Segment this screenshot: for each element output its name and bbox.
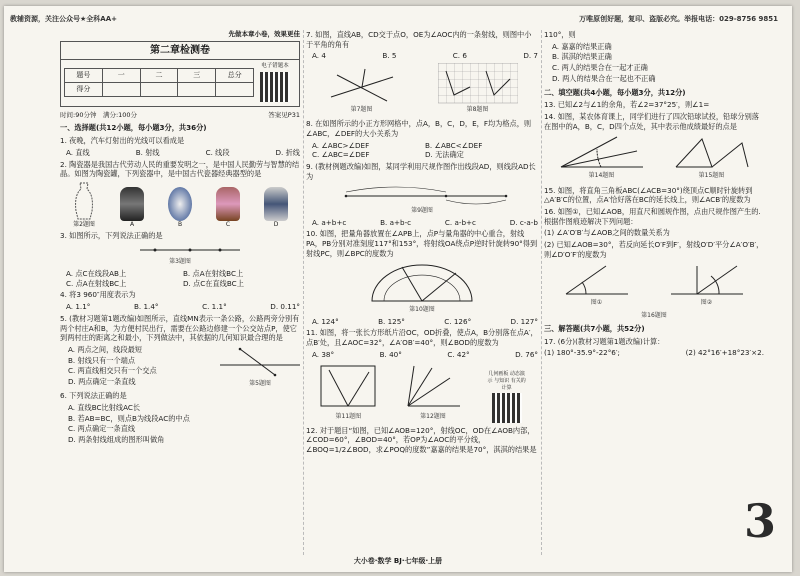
option[interactable]: A. 点C在线段AB上	[66, 268, 127, 278]
score-cell: 二	[140, 69, 178, 83]
qr-caption: 几何画板 动态演示 与知识 有关的计算	[487, 371, 526, 391]
figure-caption: 图②	[700, 298, 713, 306]
score-cell[interactable]	[216, 83, 254, 97]
answer-ref: 答案见P31	[268, 110, 300, 119]
option[interactable]: A. 直线BC比射线AC长	[68, 402, 141, 412]
vase-outline-icon	[72, 181, 96, 221]
option[interactable]: D. 两条射线组成的图形叫做角	[68, 434, 165, 444]
option[interactable]: C. 126°	[444, 316, 472, 326]
option[interactable]: D. 127°	[510, 316, 538, 326]
option[interactable]: B. 射线只有一个端点	[68, 355, 136, 365]
column-1	[60, 30, 300, 446]
score-cell: 题号	[65, 69, 103, 83]
option[interactable]: B. 40°	[379, 349, 402, 359]
option[interactable]: D. 两点确定一条直线	[68, 377, 136, 387]
figure-caption: 第9题图	[411, 206, 433, 214]
figure-caption: 第3题图	[169, 257, 191, 265]
option[interactable]: A. ∠ABC>∠DEF	[312, 140, 370, 150]
section-heading: 三、解答题(共7小题，共52分)	[544, 323, 645, 333]
figure-12	[402, 362, 464, 412]
option[interactable]: B. 淇淇的结果正确	[552, 52, 612, 62]
qr-label: 电子错题本	[261, 63, 289, 70]
option[interactable]: C. 两点确定一条直线	[68, 424, 136, 434]
option[interactable]: A. 38°	[312, 349, 335, 359]
option[interactable]: A. 直线	[66, 147, 90, 157]
option[interactable]: D. 折线	[275, 147, 300, 157]
question-13: 13. 已知∠2与∠1的余角，若∠2=37°25′，则∠1=	[544, 100, 710, 110]
figure-11	[317, 362, 379, 412]
figure-3	[60, 243, 300, 257]
figure-7	[327, 67, 397, 105]
option-label: B	[177, 221, 183, 229]
question-8: 8. 在如图所示的小正方形网格中，点A，B，C，D，E，F均为格点，则∠ABC，∠DEF的大小关系为	[306, 119, 532, 138]
score-cell: 总分	[216, 69, 254, 83]
page-number: 3	[743, 494, 776, 548]
section-heading: 一、选择题(共12小题，每小题3分，共36分)	[60, 123, 207, 133]
option[interactable]: A. a+b+c	[312, 217, 347, 227]
option[interactable]: B. 若AB=BC，则点B为线段AC的中点	[68, 413, 190, 423]
question-2: 2. 陶瓷器是我国古代劳动人民的重要发明之一，是中国人民勤劳与智慧的结晶。如图为陶瓷罐，下列瓷器中，是中国古代瓷器经典器型的是	[60, 159, 300, 179]
score-cell[interactable]	[178, 83, 216, 97]
title-box	[60, 41, 300, 107]
question-14: 14. 如图，某农体育课上，同学们进行了四次铅球试投，铅球分别落在图中的A，B，C，D四个点处，其中表示他成绩最好的点是	[544, 112, 759, 131]
question-16: 16. 如图①，已知∠AOB，用直尺和圆规作图，点由尺规作图产生的.根据作图痕迹解决下列问题：	[544, 207, 761, 226]
question-9: 9. (教材例题改编)如图，某同学利用尺规作图作出线段AD，则线段AD长为	[306, 162, 536, 181]
score-cell: 一	[102, 69, 140, 83]
figure-9	[306, 184, 538, 206]
question-17-2: (2) 42°16′+18°23′×2.	[685, 348, 764, 358]
column-2	[306, 30, 538, 457]
figure-caption: 第2题图	[73, 221, 95, 229]
option[interactable]: D. 无法确定	[425, 150, 464, 160]
question-7: 7. 如图，直线AB，CD交于点O，OE为∠AOC内的一条射线，则图中小于平角的角有	[306, 30, 532, 49]
header-right: 万唯原创好题，复印、盗版必究。举报电话：029-8756 9851	[579, 15, 778, 23]
vase-a-image[interactable]	[120, 187, 144, 221]
figure-5	[220, 345, 300, 379]
option[interactable]: D. 点C在直线BC上	[183, 278, 244, 288]
figure-caption: 第8题图	[466, 106, 489, 114]
figure-caption: 第10题图	[409, 305, 435, 313]
vase-c-image[interactable]	[216, 187, 240, 221]
option[interactable]: D. c-a-b	[509, 217, 538, 227]
question-3: 3. 如图所示，下列说法正确的是	[60, 231, 163, 241]
exam-meta: 时间:90分钟 满分:100分	[60, 110, 138, 119]
option-label: D	[273, 221, 279, 229]
figure-16-2	[667, 262, 747, 298]
option[interactable]: C. 两直线相交只有一个交点	[68, 366, 157, 376]
option[interactable]: A. 两点之间，线段最短	[68, 344, 143, 354]
qr-code-icon[interactable]	[260, 72, 290, 102]
figure-caption: 第15题图	[698, 172, 725, 180]
option-label: A	[129, 221, 135, 229]
option[interactable]: B. a+b-c	[380, 217, 412, 227]
top-bar	[4, 6, 792, 26]
option[interactable]: B. 5	[382, 51, 397, 61]
header-left: 教辅资源，关注公众号★全科AA+	[10, 15, 117, 23]
option[interactable]: D. 76°	[515, 349, 538, 359]
score-cell[interactable]	[140, 83, 178, 97]
option[interactable]: B. ∠ABC<∠DEF	[425, 140, 483, 150]
option[interactable]: A. 嘉嘉的结果正确	[552, 41, 612, 51]
exam-page	[4, 6, 792, 572]
score-cell: 三	[178, 69, 216, 83]
question-6: 6. 下列说法正确的是	[60, 391, 127, 401]
question-15: 15. 如图，将直角三角板ABC(∠ACB=30°)绕顶点C顺时针旋转到△A′B′C的位置，点A′恰好落在BC的延长线上，则∠ACB′的度数为	[544, 185, 753, 205]
option[interactable]: B. 射线	[135, 147, 160, 157]
figure-15	[672, 133, 752, 171]
figure-caption: 第14题图	[588, 172, 615, 180]
protractor-icon	[306, 261, 538, 305]
column-divider	[541, 30, 542, 555]
score-cell[interactable]	[102, 83, 140, 97]
option[interactable]: C. 6	[452, 51, 467, 61]
column-divider	[303, 30, 304, 555]
figure-16-1	[562, 262, 632, 298]
question-12-cont: 110°，则	[544, 30, 576, 39]
figure-caption: 第5题图	[249, 379, 271, 387]
figure-caption: 第12题图	[420, 412, 446, 420]
score-table	[64, 68, 254, 97]
column-3	[544, 30, 764, 358]
option[interactable]: B. 125°	[378, 316, 405, 326]
vase-b-image[interactable]	[168, 187, 192, 221]
question-17-1: (1) 180°-35.9°-22°6′;	[544, 348, 620, 358]
figure-caption: 第7题图	[350, 106, 373, 114]
figure-caption: 第11题图	[335, 412, 362, 420]
question-11: 11. 如图，将一张长方形纸片沿OC，OD折叠，使点A，B分别落在点A′，点B′处，且∠AOC=32°，∠A′OB′=40°，则∠BOD的度数为	[306, 328, 538, 348]
option-label: C	[225, 221, 231, 229]
option[interactable]: A. 4	[312, 51, 326, 61]
vase-d-image[interactable]	[264, 187, 288, 221]
option[interactable]: D. 7	[523, 51, 538, 61]
option[interactable]: C. 两人的结果合在一起才正确	[552, 63, 648, 73]
qr-code-icon[interactable]	[492, 393, 522, 423]
figure-caption: 图①	[590, 298, 603, 306]
option[interactable]: B. 点A在射线BC上	[183, 268, 244, 278]
option[interactable]: C. 线段	[205, 147, 230, 157]
option[interactable]: C. 42°	[447, 349, 470, 359]
question-16-2: (2) 已知∠AOB=30°，若反向延长O′F到F′，射线O′D′平分∠A′O′B′，则∠D′O′F′的度数为	[544, 240, 764, 259]
option[interactable]: A. 124°	[312, 316, 339, 326]
option[interactable]: D. 两人的结果合在一起也不正确	[552, 73, 656, 83]
option[interactable]: C. 1.1°	[202, 302, 227, 312]
footer: 大小卷·数学 BJ·七年级·上册	[353, 557, 443, 565]
figure-14	[557, 133, 647, 171]
question-17: 17. (6分)(教材习题第1题改编)计算：	[544, 336, 665, 346]
option[interactable]: D. 0.11°	[270, 302, 300, 312]
question-16-1: (1) ∠A′O′B′与∠AOB之间的数量关系为	[544, 228, 670, 238]
figure-caption: 第16题图	[641, 311, 667, 319]
score-cell: 得分	[65, 83, 103, 97]
question-12: 12. 对于题目“如图，已知∠AOB=120°，射线OC，OD在∠AOB内部，∠COD=60°，∠BOD=40°，若OP为∠AOC的平分线，∠BOQ=1/2∠BOD，求∠POQ的度数”嘉嘉的结果是70°，淇淇的结果是	[306, 425, 537, 455]
vase-images	[60, 181, 300, 229]
page-title: 第二章检测卷	[61, 42, 299, 61]
question-1: 1. 夜晚，汽车灯射出的光线可以看成是	[60, 136, 185, 146]
question-10: 10. 如图，把量角器放置在∠APB上，点P与量角器的中心重合，射线PA，PB分别对准刻度117°和153°，将射线OA绕点P逆时针旋转90°得到射线PC，则∠BPC的度数为	[306, 229, 538, 258]
option[interactable]: B. 1.4°	[133, 302, 159, 312]
option[interactable]: C. ∠ABC=∠DEF	[312, 150, 370, 160]
figure-8-grid	[438, 63, 518, 105]
question-5: 5. (教材习题第1题改编)如图所示，直线MN表示一条公路，公路两旁分别有两个村庄A和B，为方便村民出行，需要在公路边修建一个公交站点P，使它到两村庄的距离之和最小，下列做法中，其依据的几何知识最合理的是	[60, 313, 300, 343]
question-4: 4. 将3 960″用度表示为	[60, 290, 136, 300]
note: 先做本章小卷，效果更佳	[228, 30, 300, 38]
section-heading: 二、填空题(共4小题，每小题3分，共12分)	[544, 87, 686, 97]
option[interactable]: A. 1.1°	[66, 302, 91, 312]
option[interactable]: C. 点A在射线BC上	[66, 278, 127, 288]
option[interactable]: C. a-b+c	[444, 217, 476, 227]
